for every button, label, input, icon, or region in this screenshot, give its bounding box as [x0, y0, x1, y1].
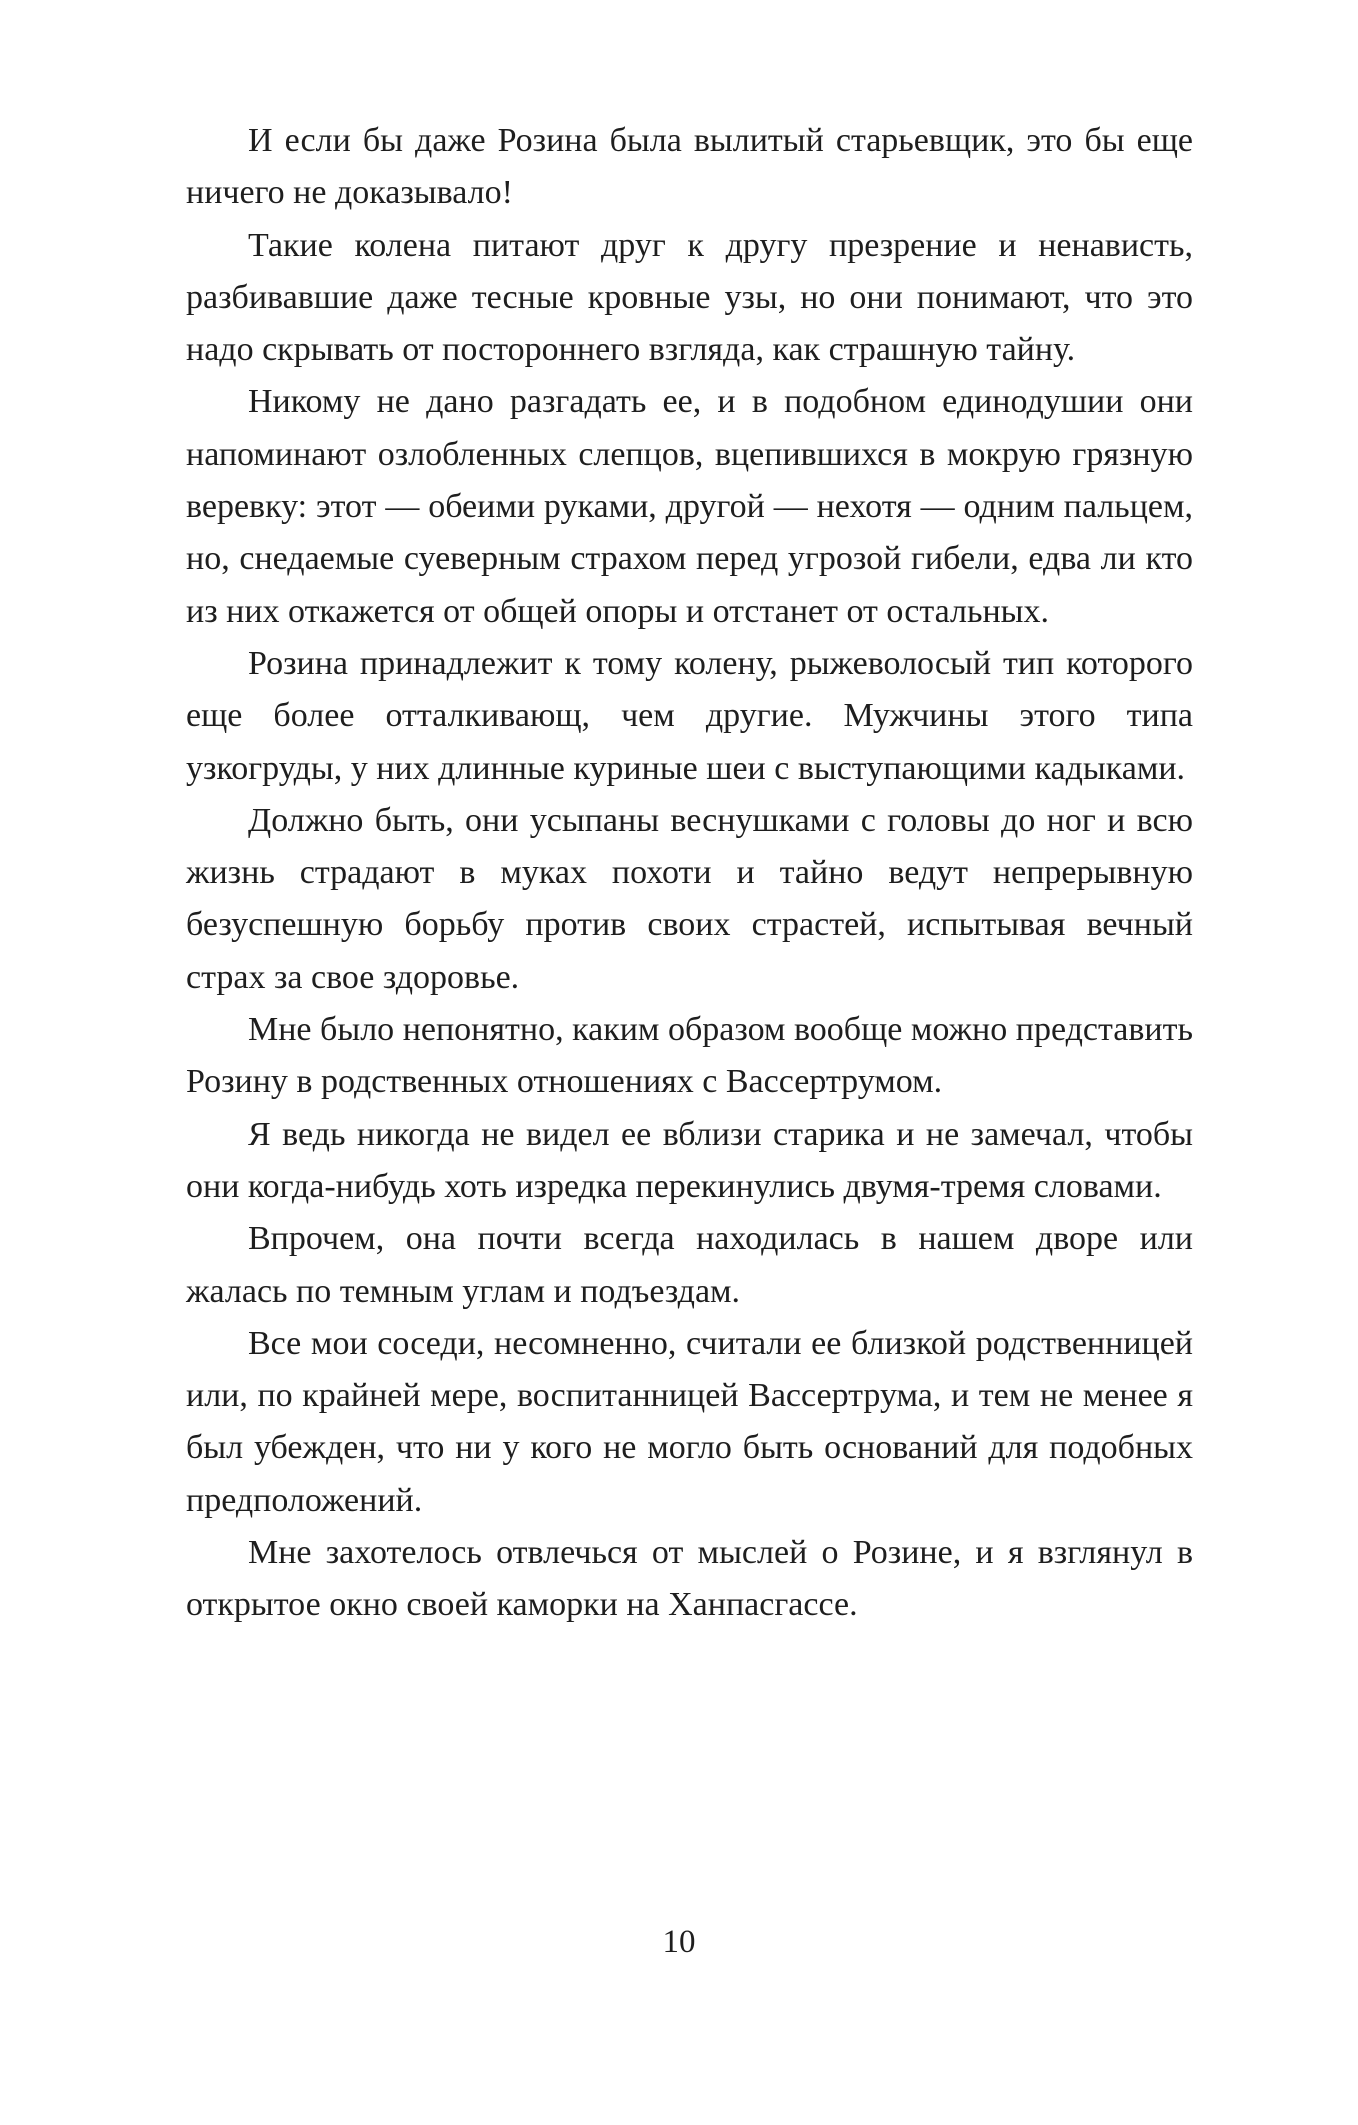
- paragraph: Впрочем, она почти всегда находилась в нашем дворе или жалась по темным углам и подъездам.: [186, 1220, 1193, 1310]
- paragraph: Розина принадлежит к тому колену, рыжеволосый тип которого еще более отталкивающ, чем другие. Мужчины этого типа узкогруды, у них длинные куриные шеи с выступающими кадыками.: [186, 644, 1193, 787]
- paragraph: Никому не дано разгадать ее, и в подобном единодушии они напоминают озлобленных слепцов, вцепившихся в мокрую грязную веревку: этот — обеими руками, другой — нехотя — одним пальцем, но, снедаемые суеверным страхом перед угрозой гибели, едва ли кто из них откажется от общей опоры и отстанет от остальных.: [186, 383, 1193, 630]
- page-number: 10: [662, 1924, 696, 1960]
- paragraph: И если бы даже Розина была вылитый старьевщик, это бы еще ничего не доказывало!: [186, 122, 1193, 212]
- paragraph: Я ведь никогда не видел ее вблизи старика и не замечал, чтобы они когда-нибудь хоть изредка перекинулись двумя-тремя словами.: [186, 1115, 1193, 1205]
- paragraph: Мне захотелось отвлечься от мыслей о Розине, и я взглянул в открытое окно своей каморки на Ханпасгассе.: [186, 1534, 1193, 1624]
- body-text: [186, 115, 1193, 1632]
- paragraph: Должно быть, они усыпаны веснушками с головы до ног и всю жизнь страдают в муках похоти и тайно ведут непрерывную безуспешную борьбу против своих страстей, испытывая вечный страх за свое здоровье.: [186, 801, 1193, 996]
- paragraph: Такие колена питают друг к другу презрение и ненависть, разбивавшие даже тесные кровные узы, но они понимают, что это надо скрывать от постороннего взгляда, как страшную тайну.: [186, 226, 1193, 369]
- paragraph: Все мои соседи, несомненно, считали ее близкой родственницей или, по крайней мере, воспитанницей Вассертрума, и тем не менее я был убежден, что ни у кого не могло быть оснований для подобных предположений.: [186, 1324, 1193, 1519]
- paragraph: Мне было непонятно, каким образом вообще можно представить Розину в родственных отношениях с Вассертрумом.: [186, 1011, 1193, 1101]
